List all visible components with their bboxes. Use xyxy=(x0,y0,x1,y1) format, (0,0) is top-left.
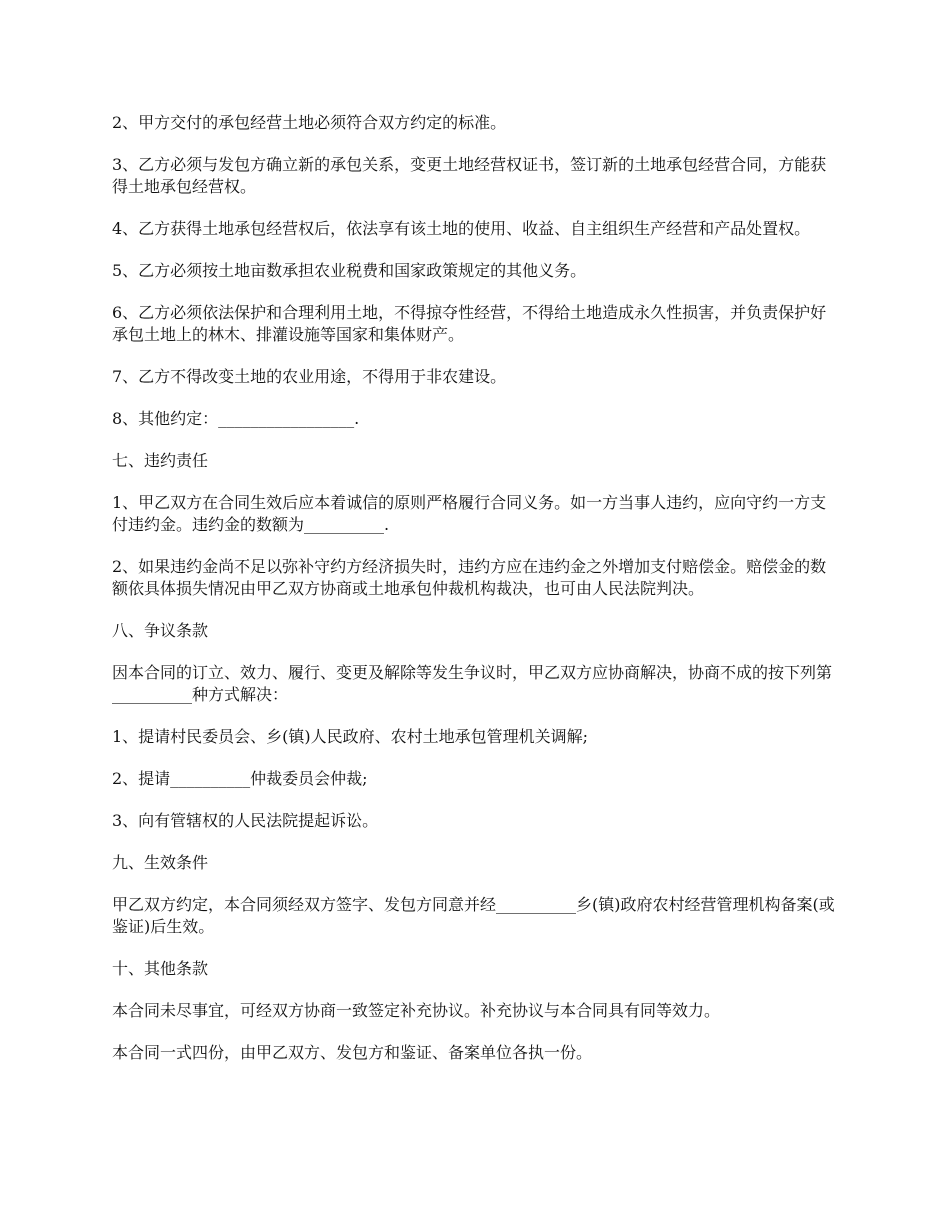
dispute-option-2: 2、提请__________仲裁委员会仲裁; xyxy=(112,769,368,788)
clause-2-land-standard: 2、甲方交付的承包经营土地必须符合双方约定的标准。 xyxy=(112,113,507,132)
effective-condition: 甲乙双方约定，本合同须经双方签字、发包方同意并经__________乡(镇)政府农村经营管理机构备案(或鉴证)后生效。 xyxy=(112,895,835,936)
liability-clause-1: 1、甲乙双方在合同生效后应本着诚信的原则严格履行合同义务。如一方当事人违约，应向守约一方支付违约金。违约金的数额为__________. xyxy=(112,493,827,534)
section-heading-other: 十、其他条款 xyxy=(112,959,209,978)
clause-4-rights: 4、乙方获得土地承包经营权后，依法享有该土地的使用、收益、自主组织生产经营和产品处置权。 xyxy=(112,219,811,238)
section-heading-liability: 七、违约责任 xyxy=(112,451,209,470)
clause-5-obligations: 5、乙方必须按土地亩数承担农业税费和国家政策规定的其他义务。 xyxy=(112,261,587,280)
dispute-intro: 因本合同的订立、效力、履行、变更及解除等发生争议时，甲乙双方应协商解决，协商不成的按下列第__________种方式解决： xyxy=(112,663,833,704)
clause-6-land-protection: 6、乙方必须依法保护和合理利用土地，不得掠夺性经营，不得给土地造成永久性损害，并负责保护好承包土地上的林木、排灌设施等国家和集体财产。 xyxy=(112,303,827,344)
dispute-option-1: 1、提请村民委员会、乡(镇)人民政府、农村土地承包管理机关调解; xyxy=(112,727,589,746)
section-heading-dispute: 八、争议条款 xyxy=(112,621,209,640)
clause-7-land-use: 7、乙方不得改变土地的农业用途，不得用于非农建设。 xyxy=(112,367,507,386)
liability-clause-2: 2、如果违约金尚不足以弥补守约方经济损失时，违约方应在违约金之外增加支付赔偿金。赔偿金的数额依具体损失情况由甲乙双方协商或土地承包仲裁机构裁决，也可由人民法院判决。 xyxy=(112,557,827,598)
dispute-option-3: 3、向有管辖权的人民法院提起诉讼。 xyxy=(112,811,379,830)
document-body xyxy=(112,112,838,1084)
clause-3-new-contract: 3、乙方必须与发包方确立新的承包关系，变更土地经营权证书，签订新的土地承包经营合同，方能获得土地承包经营权。 xyxy=(112,155,827,196)
other-clause-supplement: 本合同未尽事宜，可经双方协商一致签定补充协议。补充协议与本合同具有同等效力。 xyxy=(112,1001,721,1020)
clause-8-other-agreement: 8、其他约定：_________________. xyxy=(112,409,360,428)
section-heading-effective: 九、生效条件 xyxy=(112,853,209,872)
other-clause-copies: 本合同一式四份，由甲乙双方、发包方和鉴证、备案单位各执一份。 xyxy=(112,1043,593,1062)
